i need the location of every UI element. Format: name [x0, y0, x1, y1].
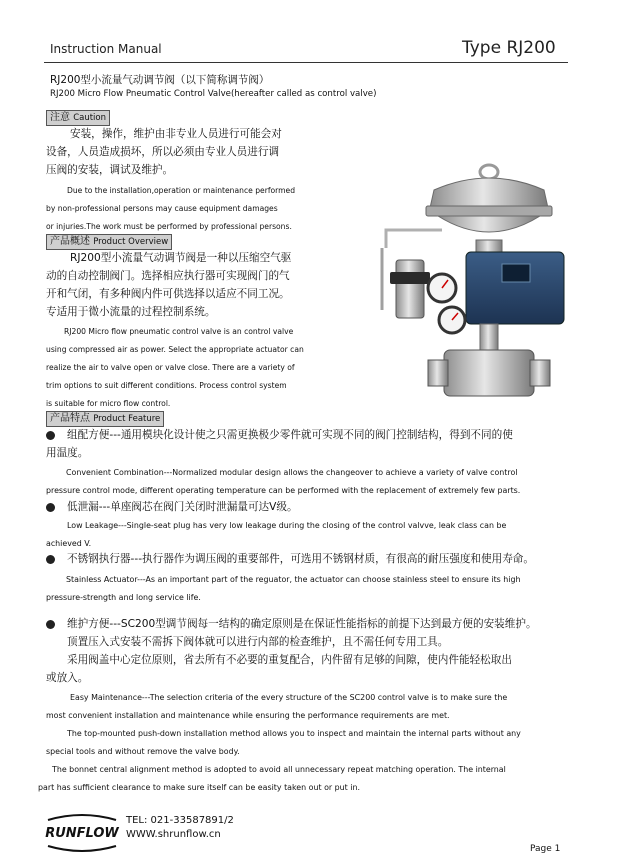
feature-3-en-line-2: pressure-strength and long service life.: [46, 593, 201, 602]
feature-2-bullet: [46, 503, 55, 512]
footer-phone: TEL: 021-33587891/2: [126, 815, 234, 826]
header-model: Type RJ200: [462, 38, 556, 58]
feature-4-en-line-2: most convenient installation and maintenance while ensuring the performance requirements are met.: [46, 711, 450, 720]
caution-label: [46, 110, 110, 126]
control-valve-image: [372, 160, 577, 405]
overview-en-line-3: realize the air to valve open or valve close. There are a variety of: [46, 363, 295, 372]
caution-label-en: Caution: [73, 113, 107, 123]
caution-label-cn: 注意: [50, 112, 70, 123]
caution-en-line-2: by non-professional persons may cause equipment damages: [46, 204, 278, 213]
overview-cn-line-2: 动的自动控制阀门。选择相应执行器可实现阀门的气: [46, 270, 290, 282]
feature-1-en-line-2: pressure control mode, different operating temperature can be performed with the replacement of extremely few parts.: [46, 486, 521, 495]
feature-1-bullet: [46, 431, 55, 440]
feature-4-en-line-3: The top-mounted push-down installation method allows you to inspect and maintain the internal parts without any: [67, 729, 521, 738]
feature-4-en-line-6: part has sufficient clearance to make sure itself can be easity taken out or put in.: [38, 783, 360, 792]
title-chinese: RJ200型小流量气动调节阀（以下简称调节阀）: [50, 74, 270, 86]
feature-4-cn-line-4: 或放入。: [46, 672, 89, 684]
caution-cn-line-1: 安装，操作，维护由非专业人员进行可能会对: [70, 128, 282, 140]
feature-1-en-line-1: Convenient Combination---Normalized modular design allows the changeover to achieve a variety of valve control: [66, 468, 518, 477]
feature-2-en-line-1: Low Leakage---Single-seat plug has very low leakage during the closing of the control valvve, leak class can be: [67, 521, 507, 530]
feature-4-en-line-4: special tools and without remove the valve body.: [46, 747, 240, 756]
overview-en-line-2: using compressed air as power. Select the appropriate actuator can: [46, 345, 304, 354]
overview-label-cn: 产品概述: [50, 236, 90, 247]
feature-4-cn-line-2: 顶置压入式安装不需拆下阀体就可以进行内部的检查维护，且不需任何专用工具。: [67, 636, 449, 648]
overview-label: [46, 234, 172, 250]
overview-en-line-1: RJ200 Micro flow pneumatic control valve is an control valve: [64, 327, 294, 336]
feature-3-bullet: [46, 555, 55, 564]
feature-3-cn-line-1: 不锈钢执行器---执行器作为调压阀的重要部件，可选用不锈钢材质，有很高的耐压强度和使用寿命。: [67, 553, 534, 565]
feature-4-en-line-1: Easy Maintenance---The selection criteria of the every structure of the SC200 control valve is to make sure the: [70, 693, 508, 702]
caution-cn-line-3: 压阀的安装，调试及维护。: [46, 164, 174, 176]
header-divider: [44, 62, 568, 63]
features-label: [46, 411, 164, 427]
overview-cn-line-3: 开和气闭，有多种阀内件可供选择以适应不同工况。: [46, 288, 290, 300]
overview-cn-line-4: 专适用于微小流量的过程控制系统。: [46, 306, 216, 318]
header-doc-type: Instruction Manual: [50, 42, 162, 56]
features-label-en: Product Feature: [93, 414, 161, 424]
overview-en-line-5: is suitable for micro flow control.: [46, 399, 171, 408]
overview-label-en: Product Overview: [93, 237, 169, 247]
feature-4-bullet: [46, 620, 55, 629]
features-label-cn: 产品特点: [50, 413, 90, 424]
overview-cn-line-1: RJ200型小流量气动调节阀是一种以压缩空气驱: [70, 252, 292, 264]
feature-1-cn-line-2: 用温度。: [46, 447, 89, 459]
feature-4-en-line-5: The bonnet central alignment method is adopted to avoid all unnecessary repeat matching operation. The internal: [52, 765, 506, 774]
runflow-logo-text: RUNFLOW: [45, 826, 119, 841]
feature-2-en-line-2: achieved V.: [46, 539, 92, 548]
title-english: RJ200 Micro Flow Pneumatic Control Valve(hereafter called as control valve): [50, 89, 377, 99]
feature-3-en-line-1: Stainless Actuator---As an important part of the reguator, the actuator can choose stainless steel to ensure its high: [66, 575, 521, 584]
caution-en-line-1: Due to the installation,operation or maintenance performed: [67, 186, 296, 195]
overview-en-line-4: trim options to suit different conditions. Process control system: [46, 381, 287, 390]
caution-en-line-3: or injuries.The work must be performed by professional persons.: [46, 222, 292, 231]
feature-4-cn-line-1: 维护方便---SC200型调节阀每一结构的确定原则是在保证性能指标的前提下达到最方便的安装维护。: [67, 618, 537, 630]
feature-2-cn-line-1: 低泄漏---单座阀芯在阀门关闭时泄漏量可达V级。: [67, 501, 298, 513]
runflow-logo: [44, 812, 120, 852]
page-number: Page 1: [530, 844, 561, 854]
footer-website: WWW.shrunflow.cn: [126, 829, 221, 840]
caution-cn-line-2: 设备，人员造成损坏，所以必须由专业人员进行调: [46, 146, 280, 158]
feature-1-cn-line-1: 组配方便---通用模块化设计使之只需更换极少零件就可实现不同的阀门控制结构，得到不同的使: [67, 429, 513, 441]
feature-4-cn-line-3: 采用阀盖中心定位原则，省去所有不必要的重复配合，内件留有足够的间隙，使内件能轻松取出: [67, 654, 512, 666]
